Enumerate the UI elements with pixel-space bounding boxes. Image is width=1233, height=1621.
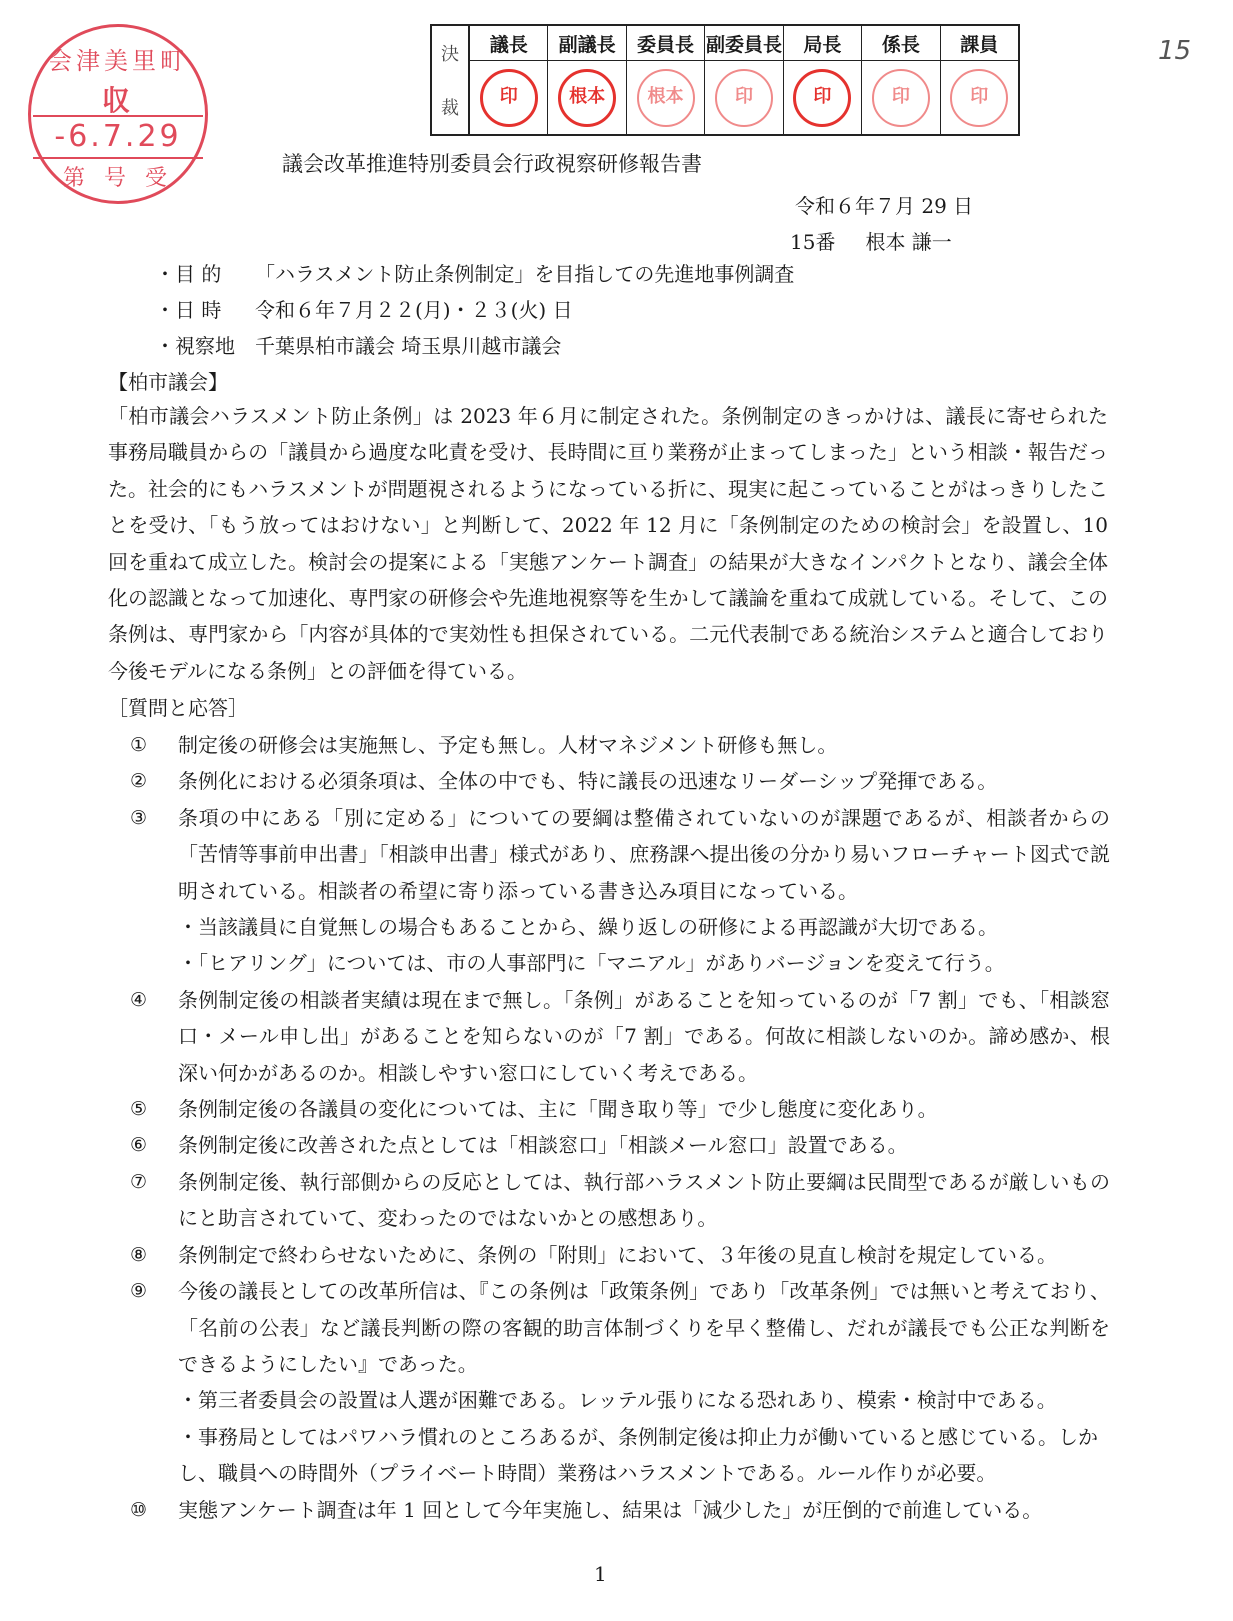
approval-col-vice-committee-chair <box>705 26 783 134</box>
stamp-date: -6.7.29 <box>54 119 182 154</box>
item-text: 条例制定後に改善された点としては「相談窓口」「相談メール窓口」設置である。 <box>178 1133 908 1158</box>
approval-col-chair <box>470 26 548 134</box>
role-label: 係長 <box>862 26 939 61</box>
author-name: 根本 謙一 <box>865 230 952 254</box>
item-text: 条例制定後の各議員の変化については、主に「聞き取り等」で少し態度に変化あり。 <box>178 1097 938 1122</box>
stamp-mark: 収 <box>101 84 150 117</box>
member-number: 15番 <box>790 230 836 254</box>
list-item <box>130 1492 1110 1528</box>
item-number: ⑥ <box>130 1134 148 1157</box>
meta-purpose <box>155 258 794 287</box>
sub-item: ・「ヒアリング」については、市の人事部門に「マニアル」がありバージョンを変えて行う。 <box>178 951 1005 976</box>
item-text: 条例制定で終わらせないために、条例の「附則」において、３年後の見直し検討を規定している。 <box>178 1242 1057 1267</box>
item-text: 条例化における必須条項は、全体の中でも、特に議長の迅速なリーダーシップ発揮である。 <box>178 769 998 794</box>
item-number: ⑦ <box>130 1170 148 1193</box>
qa-heading: ［質問と応答］ <box>108 696 248 720</box>
stamp-number-label: 第 号 受 <box>62 166 173 191</box>
list-item <box>130 1127 1110 1163</box>
approval-col-vice-chair <box>548 26 626 134</box>
list-item <box>130 1237 1110 1273</box>
section-paragraph: 「柏市議会ハラスメント防止条例」は 2023 年６月に制定された。条例制定のきっかけは、議長に寄せられた事務局職員からの「議員から過度な叱責を受け、長時間に亘り業務が止まってしまった」という相談・報告だった。社会的にもハラスメントが問題視されるようになっている折に、現実に起こっていることがはっきりしたことを受け、「もう放ってはおけない」と判断して、2022 年 12 月に「条例制定のための検討会」を設置し、10 回を重ねて成立した。検討会の提案による「実態アンケート調査」の結果が大きなインパクトとなり、議会全体化の認識となって加速化、専門家の研修会や先進地視察等を生かして議論を重ねて成就している。そして、この条例は、専門家から「内容が具体的で実効性も担保されている。二元代表制である統治システムと適合しており今後モデルになる条例」との評価を得ている。 <box>108 404 1108 683</box>
seal-stamp: 印 <box>480 69 538 127</box>
meta-location <box>155 330 561 359</box>
approval-side-label <box>432 26 470 134</box>
meta-value: 千葉県柏市議会 埼玉県川越市議会 <box>255 334 562 358</box>
seal-stamp: 根本 <box>558 69 616 127</box>
seal-stamp: 根本 <box>637 69 695 127</box>
list-item <box>130 1091 1110 1127</box>
stamp-divider <box>33 157 203 159</box>
role-label: 局長 <box>784 26 861 61</box>
item-text: 条項の中にある「別に定める」についての要綱は整備されていないのが課題であるが、相談者からの「苦情等事前申出書」「相談申出書」様式があり、庶務課へ提出後の分かり易いフローチャート図式で説明されている。相談者の希望に寄り添っている書き込み項目になっている。 <box>178 805 1110 903</box>
item-number: ⑩ <box>130 1498 148 1521</box>
sub-item: ・第三者委員会の設置は人選が困難である。レッテル張りになる恐れあり、模索・検討中である。 <box>178 1388 1057 1413</box>
approval-col-section-chief <box>862 26 940 134</box>
item-number: ⑨ <box>130 1280 148 1303</box>
approval-col-committee-chair <box>627 26 705 134</box>
role-label: 委員長 <box>627 26 704 61</box>
stamp-org: 会津美里町 <box>48 47 188 75</box>
seal-stamp: 印 <box>793 69 851 127</box>
list-item <box>130 982 1110 1091</box>
meta-label: ・視察地 <box>155 334 235 358</box>
list-item <box>130 727 1110 763</box>
meta-label: ・日 時 <box>155 298 222 322</box>
list-item <box>130 763 1110 799</box>
list-item <box>130 800 1110 909</box>
qa-list <box>130 727 1110 1528</box>
author-line <box>790 226 982 255</box>
list-item <box>130 1273 1110 1382</box>
report-date: 令和６年７月 29 日 <box>795 194 974 218</box>
item-number: ① <box>130 734 148 756</box>
approval-side-char: 裁 <box>441 98 459 119</box>
item-number: ⑤ <box>130 1098 148 1121</box>
role-label: 副議長 <box>548 26 625 61</box>
item-number: ④ <box>130 988 148 1011</box>
item-text: 条例制定後、執行部側からの反応としては、執行部ハラスメント防止要綱は民間型であるが厳しいものにと助言されていて、変わったのではないかとの感想あり。 <box>178 1169 1110 1231</box>
meta-value: 令和６年７月２２(月)・２３(火) 日 <box>255 298 573 322</box>
approval-side-char: 決 <box>441 44 459 65</box>
item-number: ⑧ <box>130 1243 148 1266</box>
sub-item: ・当該議員に自覚無しの場合もあることから、繰り返しの研修による再認識が大切である。 <box>178 915 998 940</box>
page-number: 1 <box>594 1562 607 1586</box>
role-label: 副委員長 <box>705 26 782 61</box>
document-title: 議会改革推進特別委員会行政視察研修報告書 <box>282 152 702 176</box>
item-number: ③ <box>130 806 148 829</box>
handwritten-page-mark: 15 <box>1158 36 1192 66</box>
role-label: 課員 <box>941 26 1018 61</box>
receipt-stamp <box>28 24 208 204</box>
item-text: 今後の議長としての改革所信は、『この条例は「政策条例」であり「改革条例」では無いと考えており、「名前の公表」など議長判断の際の客観的助言体制づくりを早く整備し、だれが議長でも公正な判断をできるようにしたい』であった。 <box>178 1279 1110 1376</box>
list-item <box>130 1164 1110 1237</box>
meta-datetime <box>155 294 573 323</box>
sub-item: ・事務局としてはパワハラ慣れのところあるが、条例制定後は抑止力が働いていると感じている。しかし、職員への時間外（プライベート時間）業務はハラスメントである。ルール作りが必要。 <box>178 1424 1098 1486</box>
section-heading: 【柏市議会】 <box>108 370 228 394</box>
item-text: 制定後の研修会は実施無し、予定も無し。人材マネジメント研修も無し。 <box>178 733 838 757</box>
item-text: 実態アンケート調査は年 1 回として今年実施し、結果は「減少した」が圧倒的で前進している。 <box>178 1497 1043 1522</box>
meta-value: 「ハラスメント防止条例制定」を目指しての先進地事例調査 <box>255 262 795 286</box>
item-number: ② <box>130 770 148 793</box>
approval-table <box>430 24 1020 136</box>
meta-label: ・目 的 <box>155 262 222 286</box>
approval-col-director <box>784 26 862 134</box>
seal-stamp: 印 <box>872 69 930 127</box>
approval-col-staff <box>941 26 1018 134</box>
item-text: 条例制定後の相談者実績は現在まで無し。「条例」があることを知っているのが「7 割」でも、「相談窓口・メール申し出」があることを知らないのが「7 割」である。何故に相談しないのか。諦め感か、根深い何かがあるのか。相談しやすい窓口にしていく考えである。 <box>178 987 1110 1085</box>
seal-stamp: 印 <box>715 69 773 127</box>
seal-stamp: 印 <box>950 69 1008 127</box>
role-label: 議長 <box>470 26 547 61</box>
